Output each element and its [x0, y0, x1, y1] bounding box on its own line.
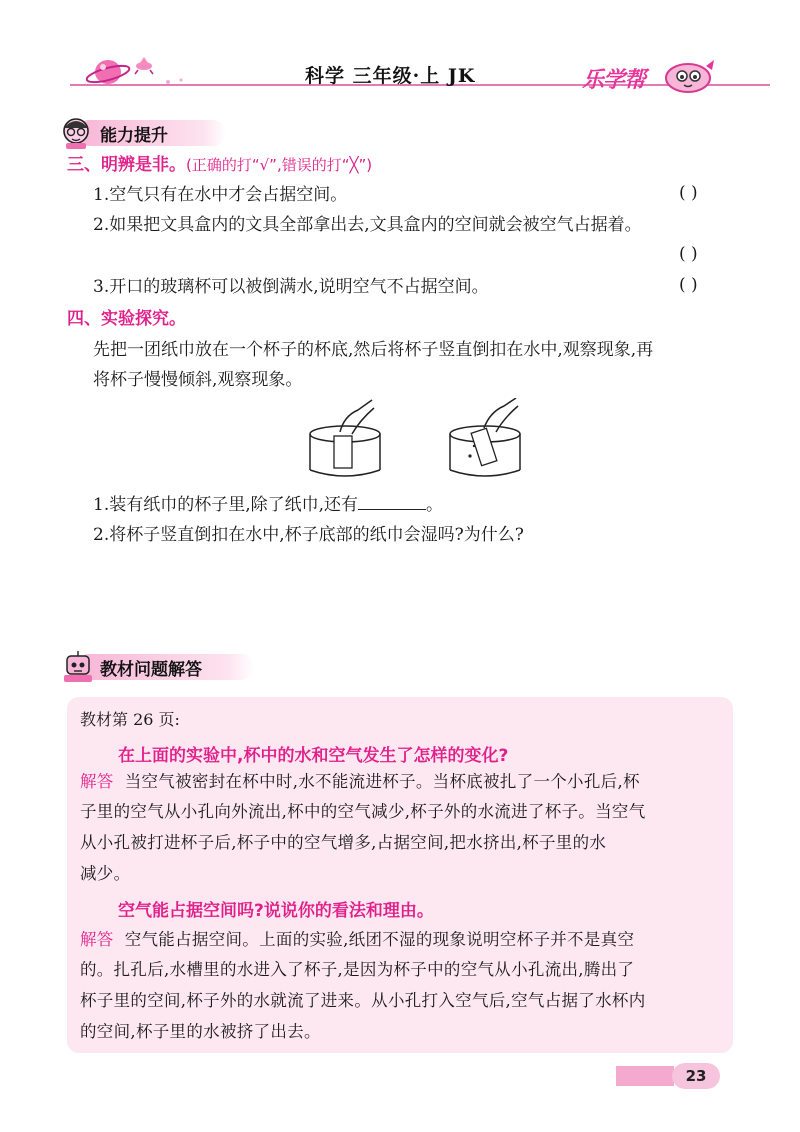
brand-logo: 乐学帮	[582, 68, 646, 93]
answer-line: 子里的空气从小孔向外流出,杯中的空气减少,杯子外的水流进了杯子。当空气	[80, 802, 646, 821]
section-title: 教材问题解答	[100, 660, 202, 680]
planet-decoration-icon	[86, 52, 196, 92]
question-heading: 四、实验探究。	[67, 309, 186, 329]
beaker-upright-icon	[310, 400, 380, 476]
blank-line[interactable]	[358, 493, 426, 510]
answer-line: 的。扎孔后,水槽里的水进入了杯子,是因为杯子中的空气从小孔流出,腾出了	[80, 960, 635, 979]
answer-line	[80, 928, 634, 952]
answer-line: 杯子里的空间,杯子外的水就流了进来。从小孔打入空气后,空气占据了水杯内	[80, 991, 646, 1010]
kid-mascot-icon	[56, 116, 96, 150]
answer-line: 的空间,杯子里的水被挤了出去。	[80, 1022, 321, 1041]
experiment-illustration	[300, 398, 530, 486]
textbook-question-1: 在上面的实验中,杯中的水和空气发生了怎样的变化?	[118, 746, 509, 766]
question-heading	[67, 153, 372, 177]
page-number: 23	[672, 1063, 720, 1089]
robot-mascot-icon	[60, 650, 96, 684]
section-banner-ability	[56, 116, 226, 150]
experiment-question-2: 2.将杯子竖直倒扣在水中,杯子底部的纸巾会湿吗?为什么?	[93, 525, 524, 545]
heading-note: (正确的打“√”,错误的打“╳”)	[186, 156, 373, 174]
question-text-end: 。	[426, 495, 444, 515]
answer-line	[80, 770, 640, 794]
answer-parentheses: ( )	[679, 244, 698, 264]
page-number-bar	[616, 1066, 674, 1086]
beaker-tilted-icon	[450, 398, 520, 476]
experiment-intro-line-1: 先把一团纸巾放在一个杯子的杯底,然后将杯子竖直倒扣在水中,观察现象,再	[93, 340, 654, 360]
answer-line: 减少。	[80, 864, 131, 883]
answer-label: 解答	[80, 930, 114, 949]
section-title: 能力提升	[100, 126, 168, 146]
answer-text: 空气能占据空间。上面的实验,纸团不湿的现象说明空杯子并不是真空	[124, 930, 635, 949]
textbook-question-2: 空气能占据空间吗?说说你的看法和理由。	[118, 901, 434, 921]
answer-text: 当空气被密封在杯中时,水不能流进杯子。当杯底被扎了一个小孔后,杯	[124, 772, 640, 791]
experiment-intro-line-2: 将杯子慢慢倾斜,观察现象。	[93, 370, 303, 390]
answer-parentheses: ( )	[679, 275, 698, 295]
judge-item-1: 1.空气只有在水中才会占据空间。	[93, 185, 348, 205]
answer-parentheses: ( )	[679, 183, 698, 203]
answer-line: 从小孔被打进杯子后,杯子中的空气增多,占据空间,把水挤出,杯子里的水	[80, 833, 607, 852]
question-text: 1.装有纸巾的杯子里,除了纸巾,还有	[93, 495, 359, 515]
section-banner-textbook	[56, 650, 256, 684]
mascot-rocket-icon	[658, 56, 718, 96]
heading-text: 三、明辨是非。	[67, 155, 186, 175]
judge-item-3: 3.开口的玻璃杯可以被倒满水,说明空气不占据空间。	[93, 277, 489, 297]
answer-label: 解答	[80, 772, 114, 791]
experiment-question-1	[93, 493, 443, 517]
book-title: 科学 三年级·上 JK	[305, 65, 476, 87]
judge-item-2: 2.如果把文具盒内的文具全部拿出去,文具盒内的空间就会被空气占据着。	[93, 215, 642, 235]
textbook-page-ref: 教材第 26 页:	[80, 710, 180, 729]
